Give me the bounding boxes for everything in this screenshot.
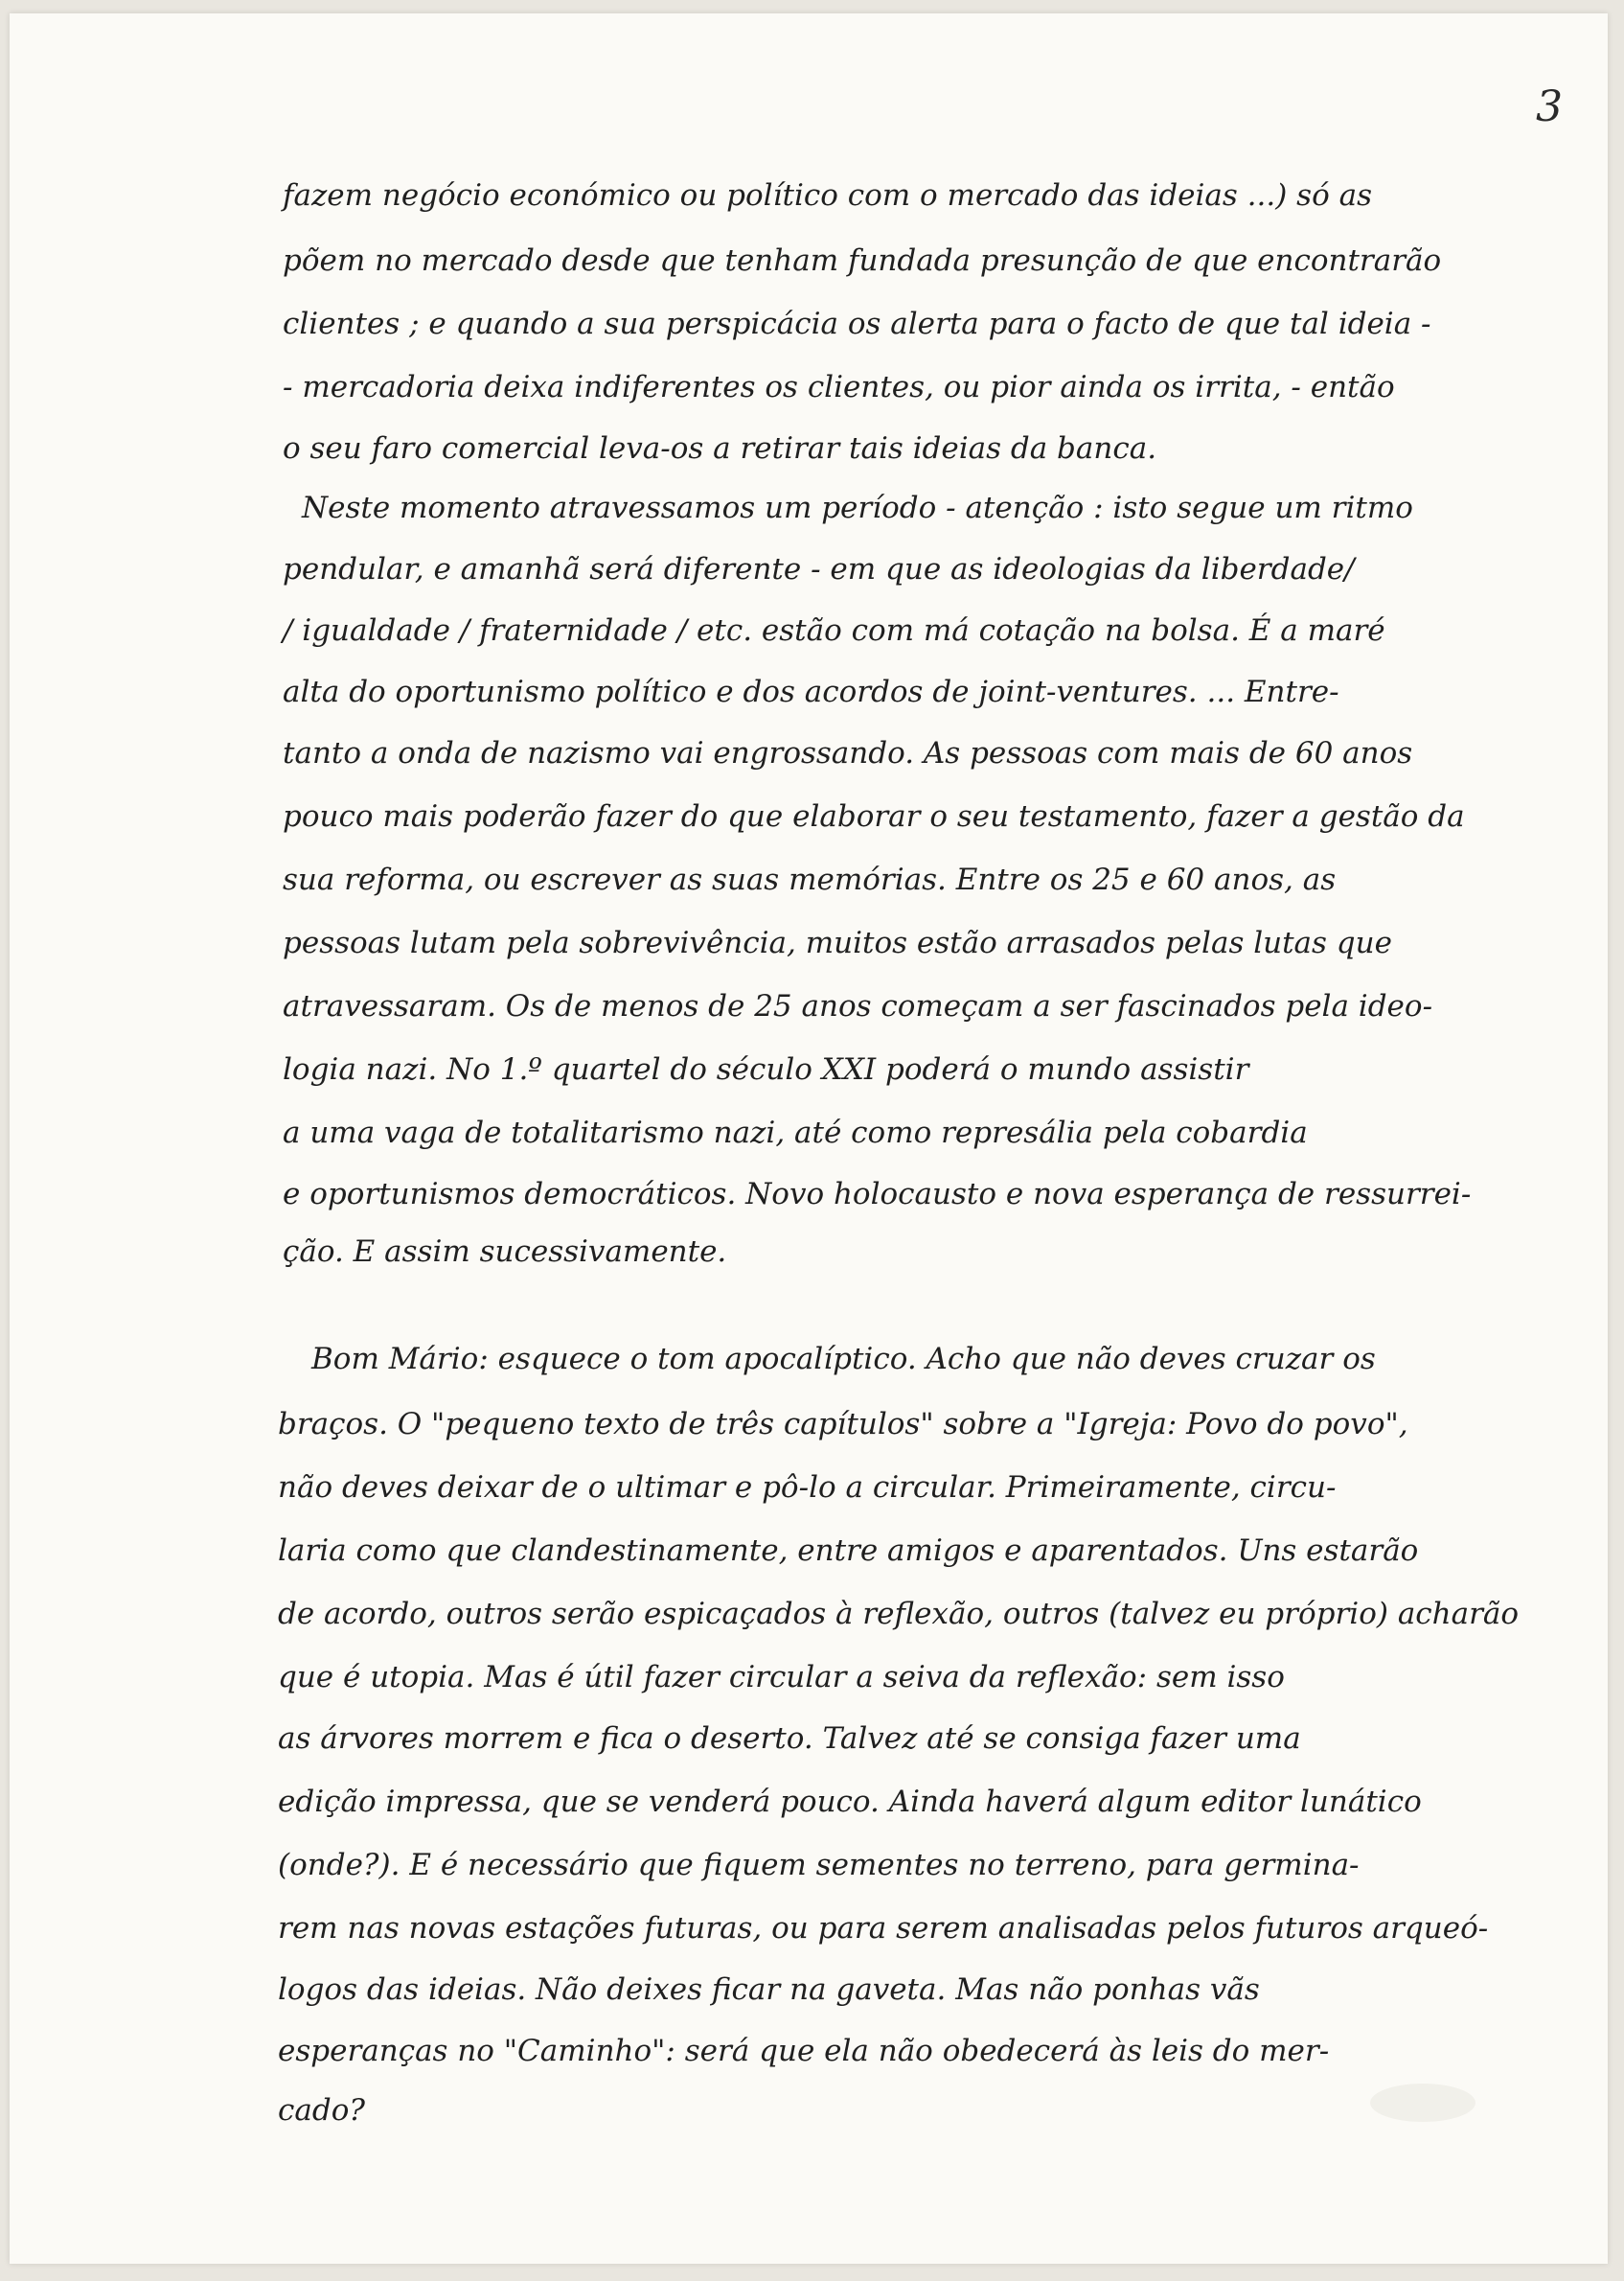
text-line: fazem negócio económico ou político com o mercado das ideias ...) só as [283, 178, 1372, 213]
text-line: Bom Mário: esquece o tom apocalíptico. Acho que não deves cruzar os [311, 1342, 1376, 1376]
text-line: põem no mercado desde que tenham fundada presunção de que encontrarão [283, 243, 1442, 278]
text-line: Neste momento atravessamos um período - atenção : isto segue um ritmo [302, 491, 1413, 525]
paper-smudge [1370, 2084, 1475, 2122]
text-line: tanto a onda de nazismo vai engrossando. As pessoas com mais de 60 anos [283, 736, 1413, 771]
text-line: a uma vaga de totalitarismo nazi, até como represália pela cobardia [283, 1116, 1308, 1150]
text-line: que é utopia. Mas é útil fazer circular a seiva da reflexão: sem isso [278, 1660, 1285, 1694]
text-line: / igualdade / fraternidade / etc. estão com má cotação na bolsa. É a maré [283, 613, 1385, 648]
text-line: alta do oportunismo político e dos acordos de joint-ventures. ... Entre- [283, 675, 1339, 709]
text-line: clientes ; e quando a sua perspicácia os alerta para o facto de que tal ideia - [283, 307, 1431, 341]
text-line: as árvores morrem e fica o deserto. Talvez até se consiga fazer uma [278, 1721, 1301, 1756]
text-line: e oportunismos democráticos. Novo holocausto e nova esperança de ressurrei- [283, 1177, 1472, 1211]
text-line: laria como que clandestinamente, entre amigos e aparentados. Uns estarão [278, 1533, 1419, 1568]
text-line: edição impressa, que se venderá pouco. Ainda haverá algum editor lunático [278, 1785, 1422, 1819]
text-line: braços. O "pequeno texto de três capítulos" sobre a "Igreja: Povo do povo", [278, 1407, 1408, 1441]
text-line: - mercadoria deixa indiferentes os clientes, ou pior ainda os irrita, - então [283, 370, 1395, 404]
page-number: 3 [1536, 82, 1563, 131]
manuscript-page [10, 13, 1608, 2264]
text-line: pouco mais poderão fazer do que elaborar o seu testamento, fazer a gestão da [283, 799, 1465, 834]
text-line: cado? [278, 2093, 365, 2128]
text-line: (onde?). E é necessário que fiquem sementes no terreno, para germina- [278, 1848, 1360, 1882]
text-line: sua reforma, ou escrever as suas memórias. Entre os 25 e 60 anos, as [283, 863, 1337, 897]
text-line: o seu faro comercial leva-os a retirar tais ideias da banca. [283, 431, 1157, 466]
text-line: atravessaram. Os de menos de 25 anos começam a ser fascinados pela ideo- [283, 989, 1433, 1024]
text-line: de acordo, outros serão espicaçados à reflexão, outros (talvez eu próprio) acharão [278, 1597, 1520, 1631]
text-line: rem nas novas estações futuras, ou para serem analisadas pelos futuros arqueó- [278, 1911, 1489, 1946]
text-line: logia nazi. No 1.º quartel do século XXI poderá o mundo assistir [283, 1052, 1249, 1087]
text-line: pessoas lutam pela sobrevivência, muitos estão arrasados pelas lutas que [283, 926, 1392, 960]
text-line: ção. E assim sucessivamente. [283, 1234, 727, 1269]
text-line: não deves deixar de o ultimar e pô-lo a circular. Primeiramente, circu- [278, 1470, 1337, 1505]
text-line: logos das ideias. Não deixes ficar na gaveta. Mas não ponhas vãs [278, 1972, 1260, 2007]
text-line: esperanças no "Caminho": será que ela não obedecerá às leis do mer- [278, 2034, 1330, 2068]
text-line: pendular, e amanhã será diferente - em que as ideologias da liberdade/ [283, 552, 1355, 587]
